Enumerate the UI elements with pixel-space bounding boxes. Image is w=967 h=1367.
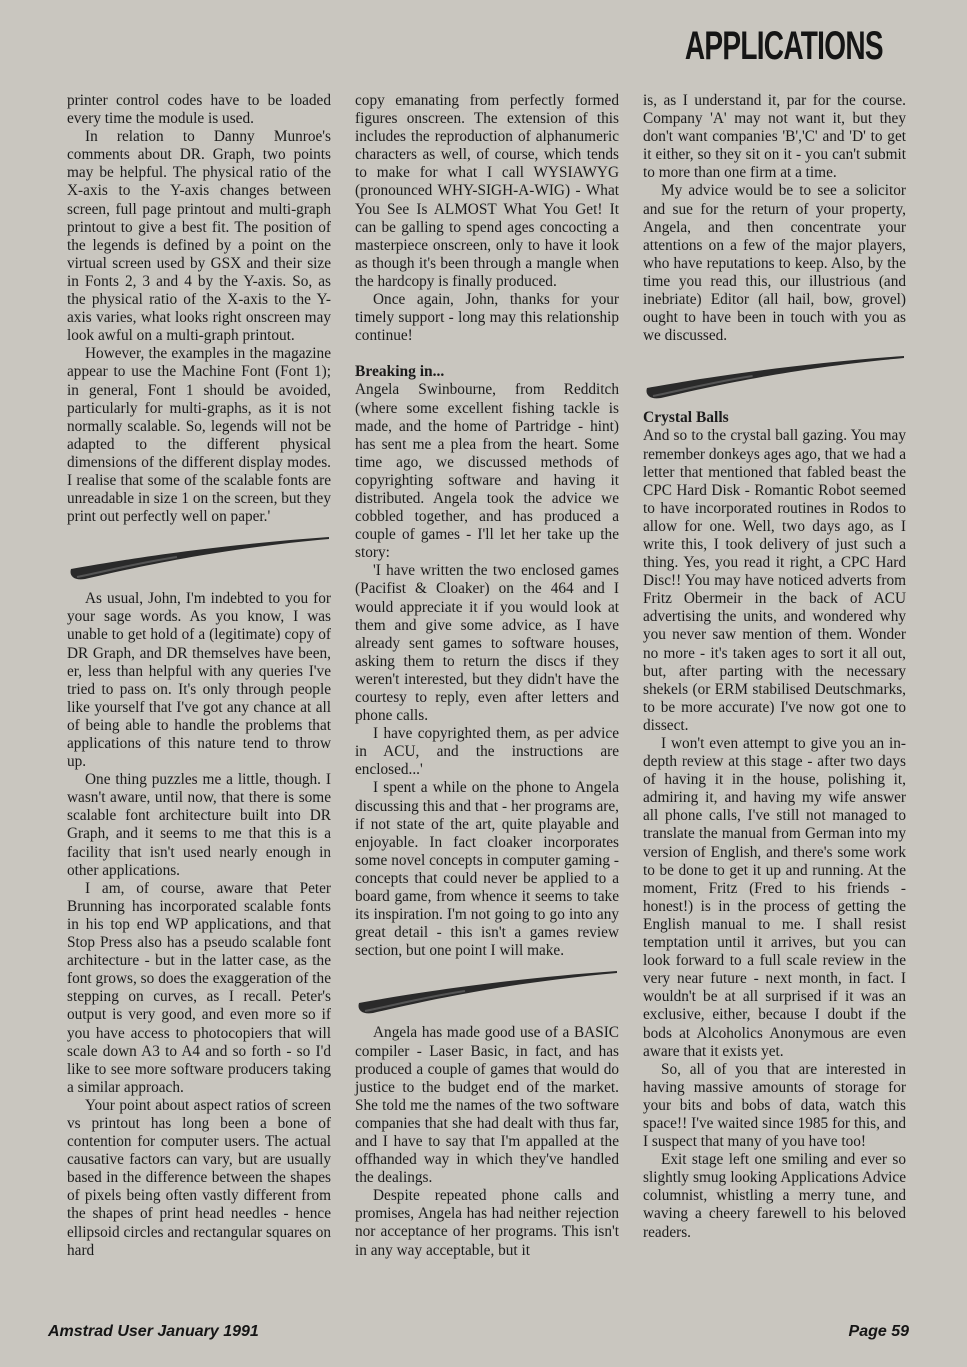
paragraph: Once again, John, thanks for your timely support - long may this relationship continue! (355, 291, 619, 345)
paragraph: And so to the crystal ball gazing. You may remember donkeys ages ago, that we had a letter that mentioned that fabled beast the CPC Hard Disk - Romantic Robot seemed to have incorporated routines in Rodos to allow for one. Well, two days ago, as I write this, I took delivery of just such a thing. Yes, you read it right, a CPC Hard Disc!! You may have noticed adverts from Fritz Obermeir in the back of ACU advertising the units, and wondered why you never saw mention of them. Wonder no more - it's taken ages to sort it all out, but, after parting with the necessary shekels (or ERM stabilised Deutschmarks, to be more accurate) I've now got one to dissect. (643, 427, 906, 734)
column-2 (355, 92, 619, 1260)
paragraph: Your point about aspect ratios of screen vs printout has long been a bone of contention for computer users. The actual causative factors can vary, but are usually based in the difference between the shapes of pixels being often vastly different from the shapes of print head needles - hence ellipsoid circles and rectangular squares on hard (67, 1096, 331, 1259)
paragraph: Despite repeated phone calls and promises, Angela has had neither rejection nor acceptance of her programs. This isn't in any way acceptable, but it (355, 1187, 619, 1259)
column-1 (67, 92, 331, 1260)
footer-publication: Amstrad User January 1991 (48, 1323, 259, 1340)
section-heading: Crystal Balls (643, 409, 729, 427)
paragraph: copy emanating from perfectly formed figures onscreen. The extension of this includes the reproduction of alphanumeric characters as well, of course, which tends to make for what I call WYSIAWYG (pronounced WHY-SIGH-A-WIG) - What You See Is ALMOST What You Get! It can be galling to spend ages concocting a masterpiece onscreen, only to have it look as though it's been through a mangle when the hardcopy is finally produced. (355, 92, 619, 290)
paragraph: is, as I understand it, par for the course. Company 'A' may not want it, but they don't want companies 'B','C' and 'D' to get it either, so they sit on it - you can't submit to more than one firm at a time. (643, 92, 906, 182)
paragraph: 'I have written the two enclosed games (Pacifist & Cloaker) on the 464 and I would appreciate it if you would look at them and give some advice, as I have already sent games to software houses, asking them to return the discs if they weren't interested, but they didn't have the courtesy to reply, even after letters and phone calls. (355, 562, 619, 725)
brush-stroke-divider (643, 348, 906, 404)
paragraph: Angela Swinbourne, from Redditch (where some excellent fishing tackle is made, and the home of Partridge - hint) has sent me a plea from the heart. Some time ago, we discussed methods of copyrighting software and having it distributed. Angela took the advice we cobbled together, and has produced a couple of games - I'll let her take up the story: (355, 381, 619, 562)
section-heading: Breaking in... (355, 363, 445, 381)
paragraph: One thing puzzles me a little, though. I wasn't aware, until now, that there is some scalable font architecture built into DR Graph, and it seems to me that this is a facility that isn't used nearly enough in other applications. (67, 771, 331, 879)
paragraph: In relation to Danny Munroe's comments about DR. Graph, two points may be helpful. The physical ratio of the X-axis to the Y-axis changes between screen, full page printout and multi-graph printout to give a best fit. The position of the legends is defined by a point on the virtual screen used by GSX and their size in Fonts 2, 3 and 4 by the Y-axis. So, as the physical ratio of the X-axis to the Y-axis varies, what looks right onscreen may look awful on a multi-graph printout. (67, 128, 331, 345)
paragraph: I am, of course, aware that Peter Brunning has incorporated scalable fonts in his top end WP applications, and that Stop Press also has a pseudo scalable font architecture - but in the latter case, as the font grows, so does the exaggeration of the stepping on curves, as I recall. Peter's output is very good, and even more so if you have access to photocopiers that will scale down A3 to A4 and so forth - so I'd like to see more software producers taking a similar approach. (67, 879, 331, 1096)
paragraph: Exit stage left one smiling and ever so slightly smug looking Applications Advice columnist, whistling a merry tune, and waving a cheery farewell to his beloved readers. (643, 1151, 906, 1241)
footer-page-number: Page 59 (848, 1323, 909, 1340)
brush-stroke-divider (355, 963, 619, 1019)
paragraph: I won't even attempt to give you an in-depth review at this stage - after two days of having it in the house, polishing it, admiring it, and having my wife answer all phone calls, I've still not managed to translate the manual from German into my version of English, and there's some work to be done to get it up and running. At the moment, Fritz (Fred to his friends - honest!) is in the process of getting the English manual to me. I shall resist temptation until it arrives, but you can look forward to a full scale review in the very near future - next month, in fact. I wouldn't be at all surprised if it was an exclusive, either, because I doubt if the bods at Alcoholics Anonymous are even aware that it exists yet. (643, 735, 906, 1060)
column-3 (643, 92, 906, 1242)
paragraph: So, all of you that are interested in having massive amounts of storage for your bits and bobs of data, watch this space!! I've waited since 1985 for this, and I suspect that many of you have too! (643, 1060, 906, 1151)
section-title: APPLICATIONS (685, 24, 883, 68)
paragraph: Angela has made good use of a BASIC compiler - Laser Basic, in fact, and has produced a couple of games that would do justice to the budget end of the market. She told me the names of the two software companies that she had dealt with thus far, and I have to say that I'm appalled at the offhanded way in which they've handled the dealings. (355, 1024, 619, 1187)
paragraph: I spent a while on the phone to Angela discussing this and that - her programs are, if not state of the art, quite playable and enjoyable. In fact cloaker incorporates some novel concepts in computer gaming - concepts that could never be applied to a board game, from whence it seems to take its inspiration. I'm not going to go into any great detail - this isn't a games review section, but one point I will make. (355, 779, 619, 960)
brush-stroke-divider (67, 529, 331, 585)
paragraph: As usual, John, I'm indebted to you for your sage words. As you know, I was unable to get hold of a (legitimate) copy of DR Graph, and DR themselves have been, er, less than helpful with any queries I've tried to pass on. It's only through people like yourself that I've got any chance at all of being able to handle the problems that applications of this nature tend to throw up. (67, 590, 331, 771)
paragraph: However, the examples in the magazine appear to use the Machine Font (Font 1); in general, Font 1 should be avoided, particularly for multi-graphs, as it is not normally scalable. So, legends will not be adapted to the different physical dimensions of the different display modes. I realise that some of the scalable fonts are unreadable in size 1 on the screen, but they print out perfectly well on paper.' (67, 345, 331, 526)
paragraph: My advice would be to see a solicitor and sue for the return of your property, Angela, and then concentrate your attentions on a few of the major players, who have reputations to keep. Also, by the time you read this, our illustrious (and inebriate) Editor (all hail, bow, grovel) ought to have been in touch with you as we discussed. (643, 182, 906, 345)
paragraph: printer control codes have to be loaded every time the module is used. (67, 92, 331, 128)
paragraph: I have copyrighted them, as per advice in ACU, and the instructions are enclosed...' (355, 725, 619, 779)
